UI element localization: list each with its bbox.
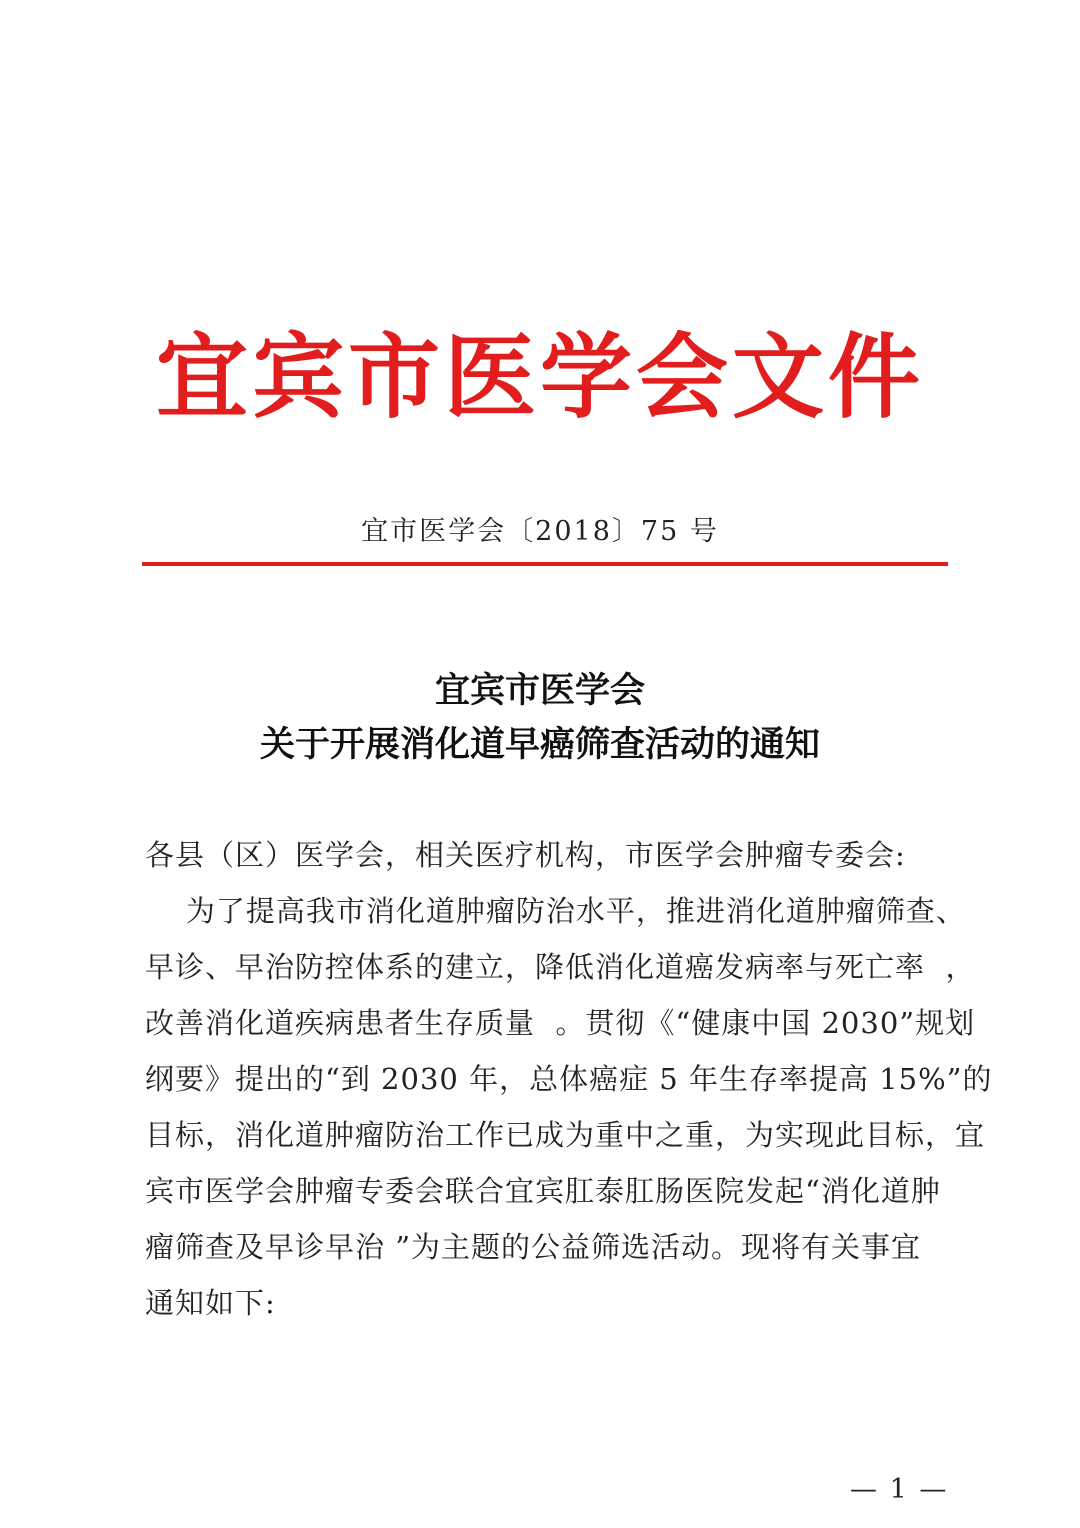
page-number: — 1 — [850,1474,949,1505]
body-line: 为了提高我市消化道肿瘤防治水平，推进消化道肿瘤筛查、 [145,894,966,928]
document-number: 宜市医学会〔2018〕75 号 [361,516,719,547]
salutation: 各县（区）医学会，相关医疗机构，市医学会肿瘤专委会: [145,838,906,872]
body-line: 早诊、早治防控体系的建立，降低消化道癌发病率与死亡率 ， [145,950,976,984]
body-line: 纲要》提出的“到 2030 年，总体癌症 5 年生存率提高 15%”的 [145,1062,993,1096]
red-divider-line [142,562,948,566]
notice-title-line-2: 关于开展消化道早癌筛查活动的通知 [259,724,820,765]
body-line: 通知如下: [145,1286,276,1320]
masthead-title: 宜宾市医学会文件 [155,323,924,431]
body-line: 宾市医学会肿瘤专委会联合宜宾肛泰肛肠医院发起“消化道肿 [145,1174,941,1208]
body-line: 目标，消化道肿瘤防治工作已成为重中之重，为实现此目标，宜 [145,1118,986,1152]
notice-title-line-1: 宜宾市医学会 [434,670,645,711]
body-line: 瘤筛查及早诊早治 ”为主题的公益筛选活动。现将有关事宜 [145,1230,922,1264]
body-line: 改善消化道疾病患者生存质量 。贯彻《“健康中国 2030”规划 [145,1006,976,1040]
